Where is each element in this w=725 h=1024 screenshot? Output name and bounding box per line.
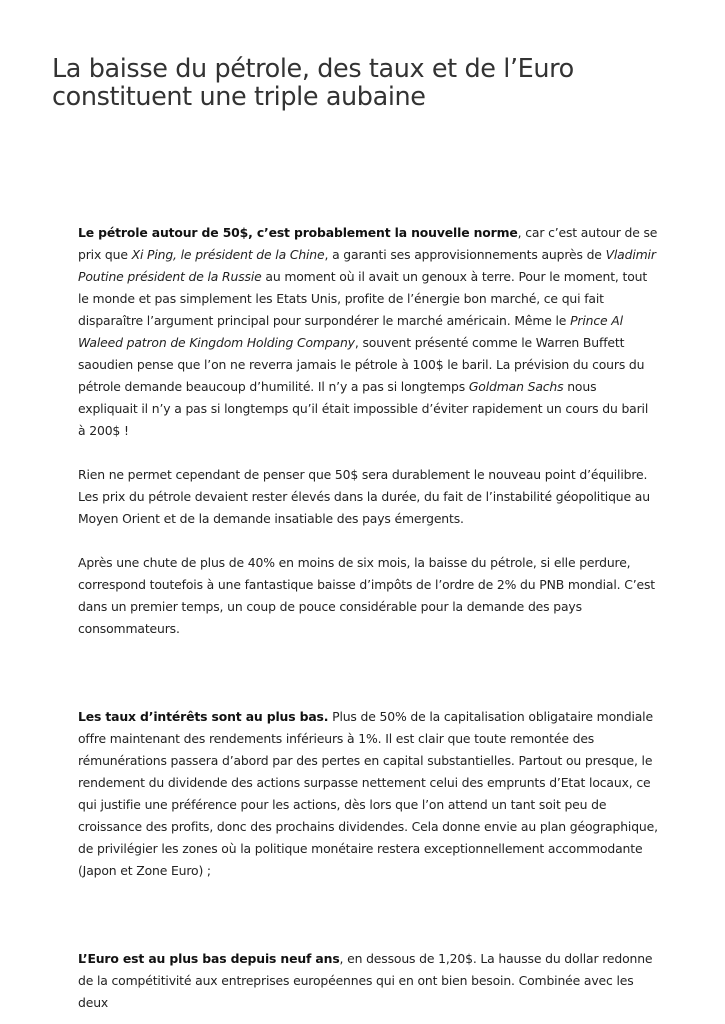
italic-span: Xi Ping, le président de la Chine (131, 247, 325, 262)
article-body (78, 222, 658, 1014)
text-span: , a garanti ses approvisionnements auprès de (324, 247, 606, 262)
italic-span: Goldman Sachs (468, 379, 564, 394)
paragraph-oil-price (78, 222, 658, 442)
paragraph-euro (78, 948, 658, 1014)
paragraph-equilibrium: Rien ne permet cependant de penser que 50$ sera durablement le nouveau point d’équilibre. Les prix du pétrole devaient rester élevés dans la durée, du fait de l’instabilité géopolitique au Moyen Orient et de la demande insatiable des pays émergents. (78, 467, 650, 526)
paragraph-oil-drop: Après une chute de plus de 40% en moins de six mois, la baisse du pétrole, si elle perdure, correspond toutefois à une fantastique baisse d’impôts de l’ordre de 2% du PNB mondial. C’est dans un premier temps, un coup de pouce considérable pour la demande des pays consommateurs. (78, 555, 655, 636)
oil-price-heading: Le pétrole autour de 50$, c’est probablement la nouvelle norme (78, 225, 518, 240)
euro-heading: L’Euro est au plus bas depuis neuf ans (78, 951, 340, 966)
page-title: La baisse du pétrole, des taux et de l’Euro constituent une triple aubaine (52, 54, 574, 112)
interest-rates-heading: Les taux d’intérêts sont au plus bas. (78, 709, 329, 724)
paragraph-interest-rates (78, 706, 658, 882)
italic-span: Prince Al Waleed patron de Kingdom Holding Company (78, 313, 623, 350)
text-span: , car c’est autour de se prix que (78, 225, 658, 262)
text-span: , souvent présenté comme le Warren Buffett saoudien pense que l’on ne reverra jamais le pétrole à 100$ le baril. La prévision du cours du pétrole demande beaucoup d’humilité. Il n’y a pas si longtemps (78, 335, 645, 394)
italic-span: Vladimir Poutine président de la Russie (78, 247, 656, 284)
text-span: au moment où il avait un genoux à terre. Pour le moment, tout le monde et pas simplement les Etats Unis, profite de l’énergie bon marché, ce qui fait disparaître l’argument principal pour surpondérer le marché américain. Même le (78, 269, 648, 328)
text-span: nous expliquait il n’y a pas si longtemps qu’il était impossible d’éviter rapidement un cours du baril à 200$ ! (78, 379, 649, 438)
text-span: Plus de 50% de la capitalisation obligataire mondiale offre maintenant des rendements inférieurs à 1%. Il est clair que toute remontée des rémunérations passera d’abord par des pertes en capital substantielles. Partout ou presque, le rendement du dividende des actions surpasse nettement celui des emprunts d’Etat locaux, ce qui justifie une préférence pour les actions, dès lors que l’on attend un tant soit peu de croissance des profits, donc des prochains dividendes. Cela donne envie au plan géographique, de privilégier les zones où la politique monétaire restera exceptionnellement accommodante (Japon et Zone Euro) ; (78, 709, 658, 878)
text-span: , en dessous de 1,20$. La hausse du dollar redonne de la compétitivité aux entreprises européennes qui en ont bien besoin. Combinée avec les deux (78, 951, 653, 1010)
